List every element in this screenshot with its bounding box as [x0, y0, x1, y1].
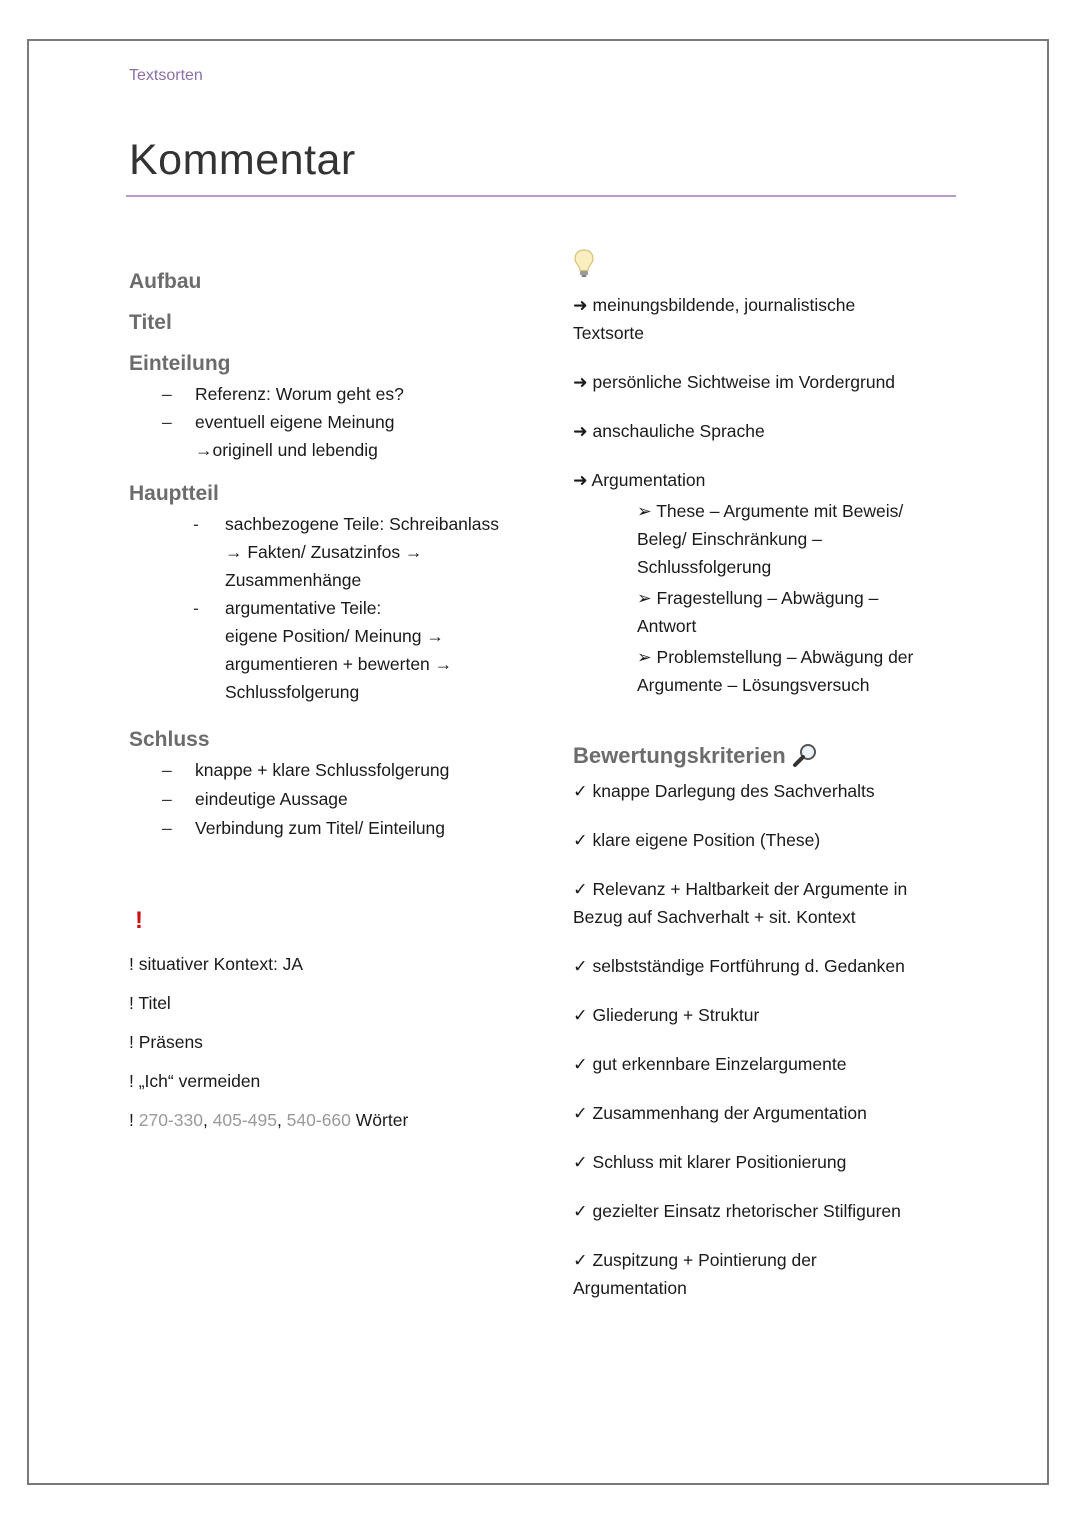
criteria-item-continuation: Bezug auf Sachverhalt + sit. Kontext — [573, 907, 856, 927]
list-item-continuation: Schlussfolgerung — [225, 682, 360, 702]
feature-item: ➜ Argumentation — [573, 470, 706, 490]
argumentation-subitems — [573, 497, 973, 699]
note-item: ! Präsens — [129, 1032, 203, 1052]
sub-item-continuation: Beleg/ Einschränkung – — [637, 529, 822, 549]
feature-item-continuation: Textsorte — [573, 323, 644, 343]
schluss-heading: Schluss — [129, 728, 210, 751]
category-label: Textsorten — [129, 67, 203, 84]
wordcount-note: ! 270-330, 405-495, 540-660 Wörter — [129, 1110, 409, 1130]
criteria-item-continuation: Argumentation — [573, 1278, 687, 1298]
left-column — [129, 270, 549, 1140]
criteria-item: ✓ knappe Darlegung des Sachverhalts — [573, 781, 875, 801]
list-item: - sachbezogene Teile: Schreibanlass — [129, 510, 549, 538]
notes-list — [129, 945, 549, 1140]
hauptteil-list — [129, 510, 549, 706]
hauptteil-heading: Hauptteil — [129, 482, 219, 505]
sub-item: ➢ Fragestellung – Abwägung – — [637, 588, 879, 608]
sub-item-continuation: Antwort — [637, 616, 697, 636]
schluss-list — [129, 756, 549, 843]
einteilung-list — [129, 380, 549, 464]
page-title: Kommentar — [129, 136, 356, 184]
criteria-item: ✓ gezielter Einsatz rhetorischer Stilfiguren — [573, 1201, 901, 1221]
criteria-heading-row — [573, 743, 973, 769]
criteria-item: ✓ klare eigene Position (These) — [573, 830, 821, 850]
criteria-list — [573, 777, 973, 1302]
magnifier-icon — [792, 743, 818, 769]
note-item: ! Titel — [129, 993, 171, 1013]
sub-item: ➢ These – Argumente mit Beweis/ — [637, 501, 904, 521]
criteria-item: ✓ selbstständige Fortführung d. Gedanken — [573, 956, 905, 976]
title-divider — [126, 195, 956, 197]
list-item-continuation: Zusammenhänge — [225, 570, 362, 590]
criteria-item: ✓ Gliederung + Struktur — [573, 1005, 760, 1025]
sub-item-continuation: Argumente – Lösungsversuch — [637, 675, 870, 695]
feature-item: ➜ persönliche Sichtweise im Vordergrund — [573, 372, 896, 392]
exclamation-icon: ! — [135, 907, 143, 934]
right-column — [573, 248, 973, 1302]
note-item: ! „Ich“ vermeiden — [129, 1071, 261, 1091]
list-item: - argumentative Teile: — [129, 594, 549, 622]
list-item: – eventuell eigene Meinung — [129, 408, 549, 436]
list-item: – Verbindung zum Titel/ Einteilung — [129, 814, 549, 843]
criteria-heading: Bewertungskriterien — [573, 743, 786, 768]
titel-heading: Titel — [129, 311, 172, 334]
feature-item: ➜ anschauliche Sprache — [573, 421, 765, 441]
lightbulb-icon — [573, 248, 595, 278]
list-item-continuation: eigene Position/ Meinung → — [225, 626, 444, 646]
sub-item: ➢ Problemstellung – Abwägung der — [637, 647, 914, 667]
list-item-continuation: → Fakten/ Zusatzinfos → — [225, 542, 423, 562]
list-item: – eindeutige Aussage — [129, 785, 549, 814]
list-item-continuation: argumentieren + bewerten → — [225, 654, 453, 674]
criteria-item: ✓ Schluss mit klarer Positionierung — [573, 1152, 847, 1172]
criteria-item: ✓ Zusammenhang der Argumentation — [573, 1103, 867, 1123]
einteilung-heading: Einteilung — [129, 352, 231, 375]
feature-item: ➜ meinungsbildende, journalistische — [573, 295, 856, 315]
list-item: – Referenz: Worum geht es? — [129, 380, 549, 408]
sub-item-continuation: Schlussfolgerung — [637, 557, 772, 577]
criteria-item: ✓ Relevanz + Haltbarkeit der Argumente in — [573, 879, 908, 899]
note-item: ! situativer Kontext: JA — [129, 954, 304, 974]
criteria-item: ✓ gut erkennbare Einzelargumente — [573, 1054, 847, 1074]
criteria-item: ✓ Zuspitzung + Pointierung der — [573, 1250, 817, 1270]
list-item: – knappe + klare Schlussfolgerung — [129, 756, 549, 785]
aufbau-heading: Aufbau — [129, 270, 202, 293]
list-item-continuation: →originell und lebendig — [195, 440, 378, 460]
features-block — [573, 291, 973, 699]
